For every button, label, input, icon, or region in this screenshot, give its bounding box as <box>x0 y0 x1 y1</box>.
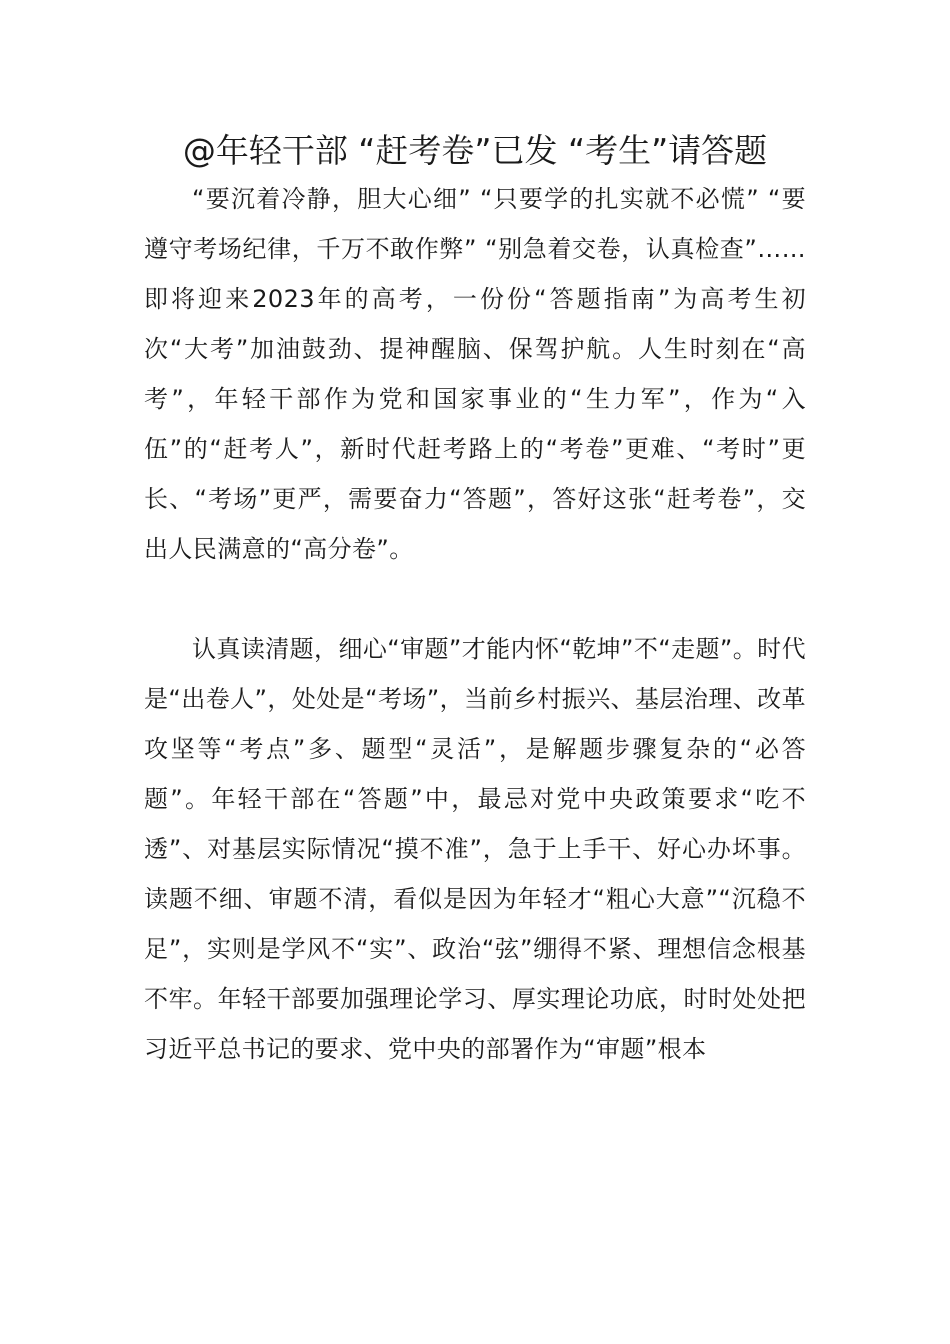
document-title: @年轻干部 “赶考卷”已发 “考生”请答题 <box>182 131 768 170</box>
document-page <box>144 128 806 1074</box>
paragraph-intro: “要沉着冷静，胆大心细” “只要学的扎实就不必慌” “要遵守考场纪律，千万不敢作弊” “别急着交卷，认真检查”……即将迎来2023年的高考，一份份“答题指南”为高考生初次“大考”加油鼓劲、提神醒脑、保驾护航。人生时刻在“高考”，年轻干部作为党和国家事业的“生力军”，作为“入伍”的“赶考人”，新时代赶考路上的“考卷”更难、“考时”更长、“考场”更严，需要奋力“答题”，答好这张“赶考卷”，交出人民满意的“高分卷”。 <box>144 185 806 563</box>
paragraph-read-question: 认真读清题，细心“审题”才能内怀“乾坤”不“走题”。时代是“出卷人”，处处是“考场”，当前乡村振兴、基层治理、改革攻坚等“考点”多、题型“灵活”，是解题步骤复杂的“必答题”。年轻干部在“答题”中，最忌对党中央政策要求“吃不透”、对基层实际情况“摸不准”，急于上手干、好心办坏事。读题不细、审题不清，看似是因为年轻才“粗心大意”“沉稳不足”，实则是学风不“实”、政治“弦”绷得不紧、理想信念根基不牢。年轻干部要加强理论学习、厚实理论功底，时时处处把习近平总书记的要求、党中央的部署作为“审题”根本 <box>144 635 806 1063</box>
paragraph-spacer <box>144 574 806 624</box>
